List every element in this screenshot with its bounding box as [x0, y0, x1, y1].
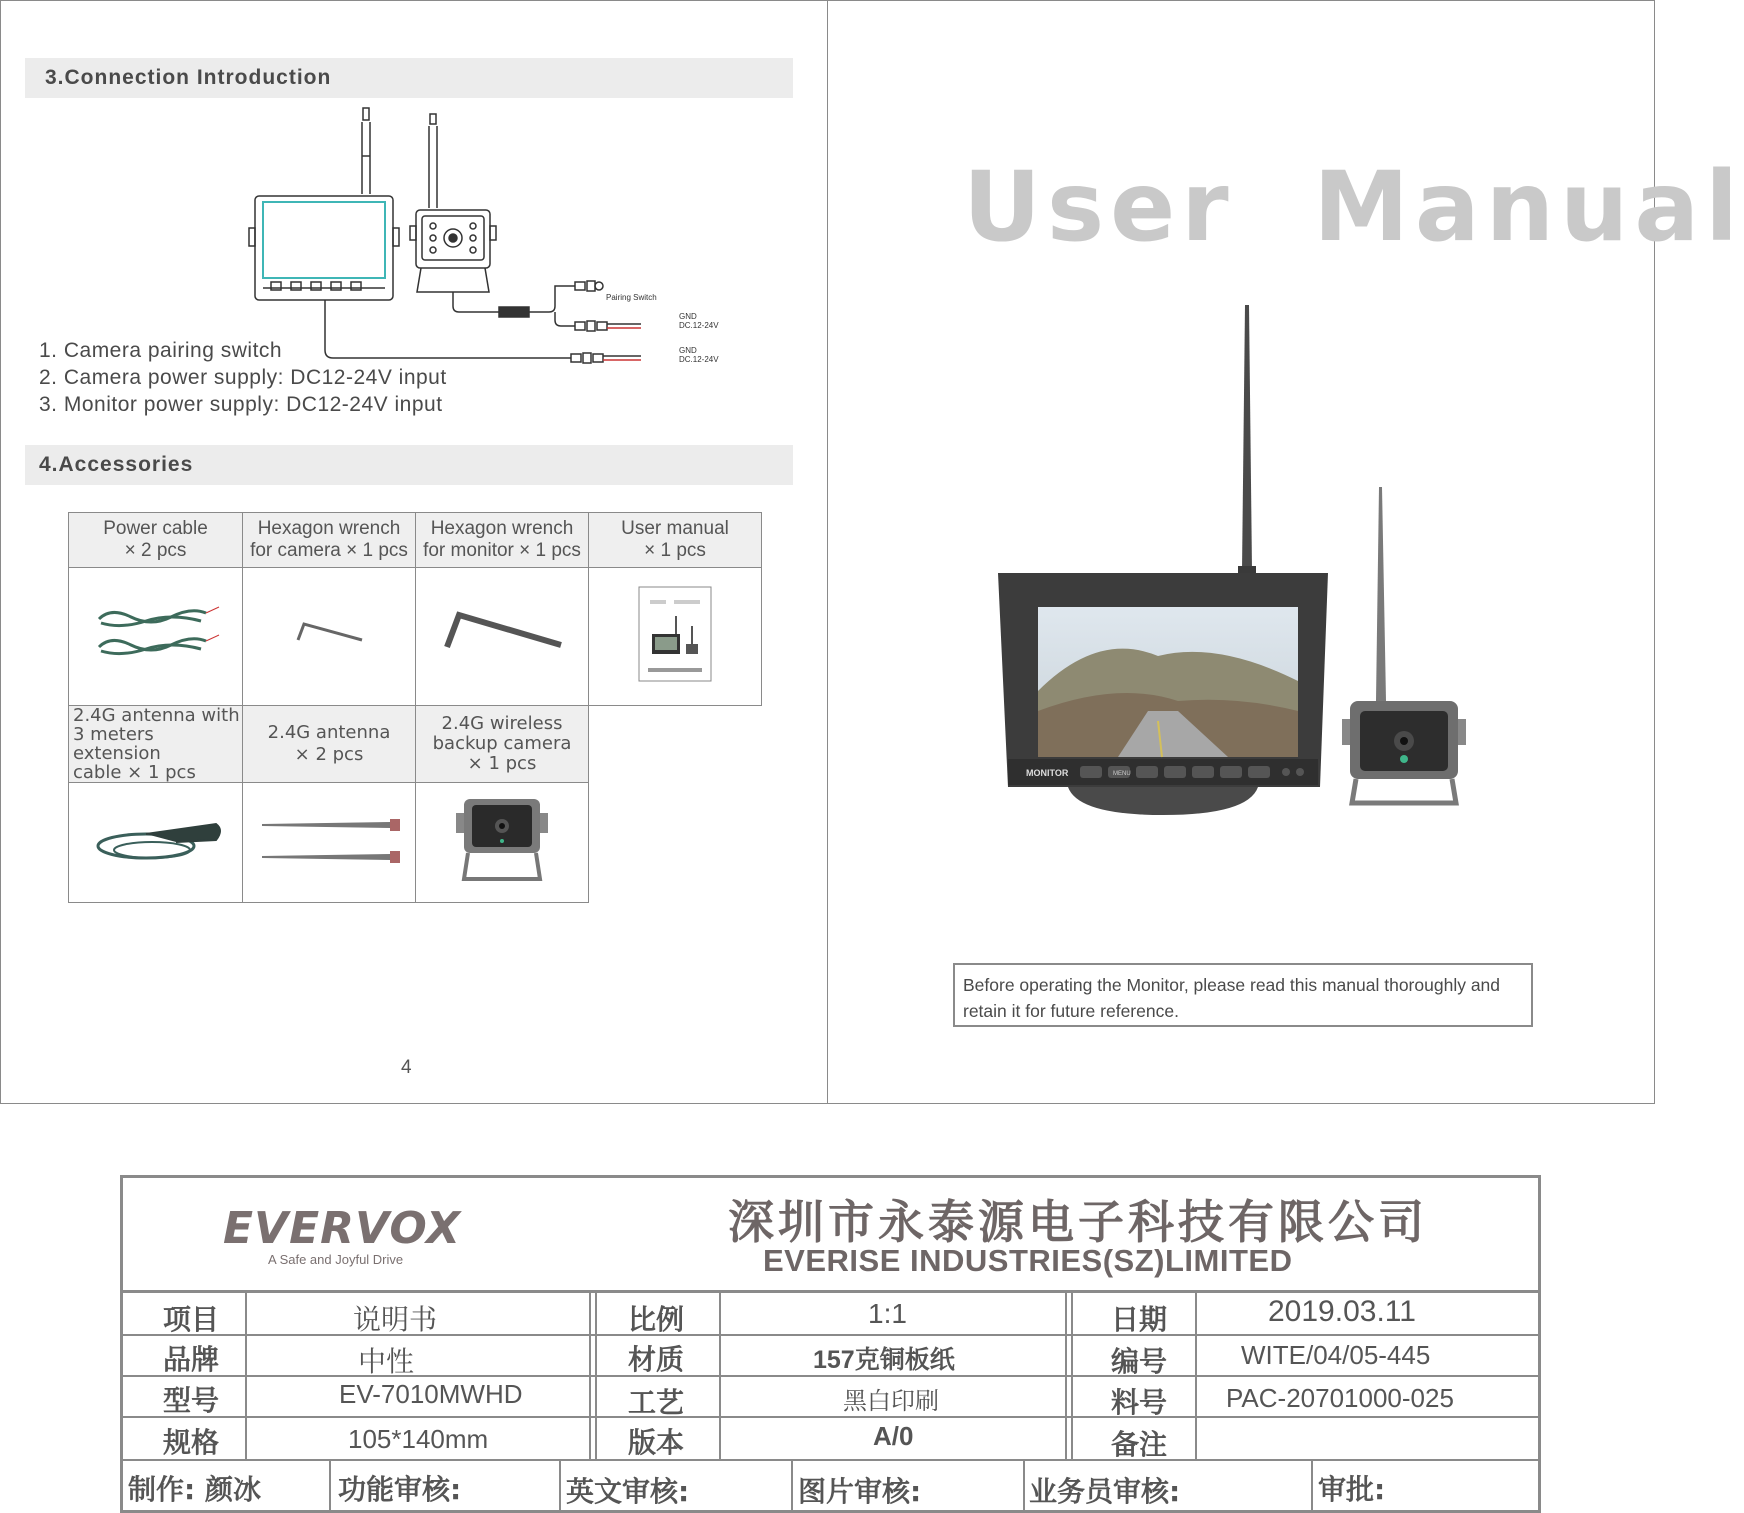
dc-label-1: DC.12-24V — [679, 321, 719, 330]
grid-line — [589, 1293, 591, 1459]
acc-header-antenna: 2.4G antenna × 2 pcs — [243, 706, 416, 783]
signoff-sales-review: 业务员审核: — [1029, 1475, 1181, 1508]
grid-line — [1311, 1459, 1313, 1513]
value-spec: 105*140mm — [348, 1424, 489, 1454]
manual-title: User Manual — [963, 151, 1744, 263]
section-title-connection: 3.Connection Introduction — [45, 66, 332, 89]
product-photo — [998, 301, 1518, 831]
signoff-approval: 审批: — [1318, 1473, 1386, 1506]
company-name-en: EVERISE INDUSTRIES(SZ)LIMITED — [763, 1243, 1293, 1278]
label-date: 日期 — [1111, 1303, 1168, 1336]
spec-sheet — [120, 1175, 1541, 1513]
user-manual-thumbnail — [638, 586, 712, 682]
grid-line — [791, 1459, 793, 1513]
value-date: 2019.03.11 — [1268, 1295, 1416, 1328]
connection-item: 1. Camera pairing switch — [39, 339, 283, 362]
gnd-label-2: GND — [679, 346, 697, 355]
hex-wrench-large-icon — [437, 609, 567, 659]
accessories-table — [68, 512, 762, 903]
label-version: 版本 — [628, 1426, 685, 1459]
grid-line — [1195, 1293, 1197, 1459]
power-cable-image — [69, 568, 243, 706]
signoff-producer: 制作: 颜冰 — [128, 1473, 261, 1506]
value-version: A/0 — [873, 1421, 914, 1451]
connection-diagram — [241, 106, 721, 376]
grid-line — [245, 1293, 247, 1459]
company-logo — [223, 1203, 461, 1267]
label-item: 项目 — [163, 1303, 220, 1336]
grid-line — [123, 1334, 1538, 1336]
antenna-extension-icon — [86, 810, 226, 870]
signoff-english-review: 英文审核: — [566, 1475, 690, 1508]
label-spec: 规格 — [163, 1426, 220, 1459]
power-cable-icon — [91, 599, 221, 669]
empty-cell — [589, 783, 762, 903]
label-part-number: 料号 — [1111, 1386, 1168, 1419]
value-model: EV-7010MWHD — [339, 1379, 523, 1409]
spec-header — [123, 1178, 1538, 1293]
signoff-function-review: 功能审核: — [338, 1473, 462, 1506]
section-bar-accessories — [25, 445, 793, 485]
hex-wrench-camera-image — [243, 568, 416, 706]
left-page — [0, 0, 828, 1104]
pairing-switch-label: Pairing Switch — [606, 293, 657, 302]
value-number: WITE/04/05-445 — [1241, 1340, 1431, 1370]
user-manual-image — [589, 568, 762, 706]
gnd-label-1: GND — [679, 312, 697, 321]
right-page — [827, 0, 1744, 1104]
value-process: 黑白印刷 — [843, 1388, 939, 1415]
label-remarks: 备注 — [1111, 1428, 1168, 1461]
connection-item: 3. Monitor power supply: DC12-24V input — [39, 393, 443, 416]
grid-line — [123, 1416, 1538, 1418]
logo-tagline: A Safe and Joyful Drive — [268, 1252, 404, 1267]
hex-wrench-small-icon — [284, 614, 374, 654]
notice-text: Before operating the Monitor, please read this manual thoroughly and retain it for future reference. — [963, 975, 1501, 1021]
acc-header-power-cable: Power cable × 2 pcs — [69, 513, 243, 568]
monitor-menu-label: MENU — [1113, 771, 1131, 777]
value-brand: 中性 — [358, 1346, 415, 1377]
antenna-pair-icon — [254, 810, 404, 870]
empty-cell — [589, 706, 762, 783]
antenna-image — [243, 783, 416, 903]
section-bar-connection — [25, 58, 793, 98]
logo-wordmark: EVERVOX — [223, 1203, 462, 1254]
connection-list — [39, 337, 447, 418]
company-name-cn: 深圳市永泰源电子科技有限公司 — [728, 1195, 1428, 1249]
wireless-camera-image — [416, 783, 589, 903]
section-title-accessories: 4.Accessories — [39, 453, 194, 476]
label-material: 材质 — [628, 1343, 685, 1376]
acc-header-wrench-camera: Hexagon wrench for camera × 1 pcs — [243, 513, 416, 568]
acc-header-wireless-camera: 2.4G wireless backup camera × 1 pcs — [416, 706, 589, 783]
label-process: 工艺 — [628, 1386, 685, 1419]
label-model: 型号 — [163, 1384, 220, 1417]
antenna-extension-image — [69, 783, 243, 903]
acc-header-user-manual: User manual × 1 pcs — [589, 513, 762, 568]
grid-line — [559, 1459, 561, 1513]
dc-label-2: DC.12-24V — [679, 355, 719, 364]
grid-line — [719, 1293, 721, 1459]
grid-line — [329, 1459, 331, 1513]
hex-wrench-monitor-image — [416, 568, 589, 706]
backup-camera-icon — [452, 795, 552, 885]
grid-line — [595, 1293, 597, 1459]
grid-line — [1065, 1293, 1067, 1459]
connection-item: 2. Camera power supply: DC12-24V input — [39, 366, 447, 389]
signoff-image-review: 图片审核: — [798, 1475, 922, 1508]
page-number: 4 — [401, 1057, 412, 1078]
notice-box — [953, 963, 1533, 1027]
label-scale: 比例 — [628, 1303, 685, 1336]
acc-header-antenna-extension: 2.4G antenna with 3 meters extension cable × 1 pcs — [69, 706, 243, 783]
value-part-number: PAC-20701000-025 — [1226, 1383, 1454, 1413]
grid-line — [123, 1459, 1538, 1461]
value-material: 157克铜板纸 — [813, 1346, 955, 1374]
acc-header-wrench-monitor: Hexagon wrench for monitor × 1 pcs — [416, 513, 589, 568]
value-scale: 1:1 — [868, 1298, 907, 1329]
grid-line — [1023, 1459, 1025, 1513]
label-number: 编号 — [1111, 1345, 1168, 1378]
value-item: 说明书 — [353, 1304, 438, 1335]
grid-line — [1071, 1293, 1073, 1459]
monitor-brand-label: MONITOR — [1026, 768, 1069, 778]
label-brand: 品牌 — [163, 1343, 220, 1376]
